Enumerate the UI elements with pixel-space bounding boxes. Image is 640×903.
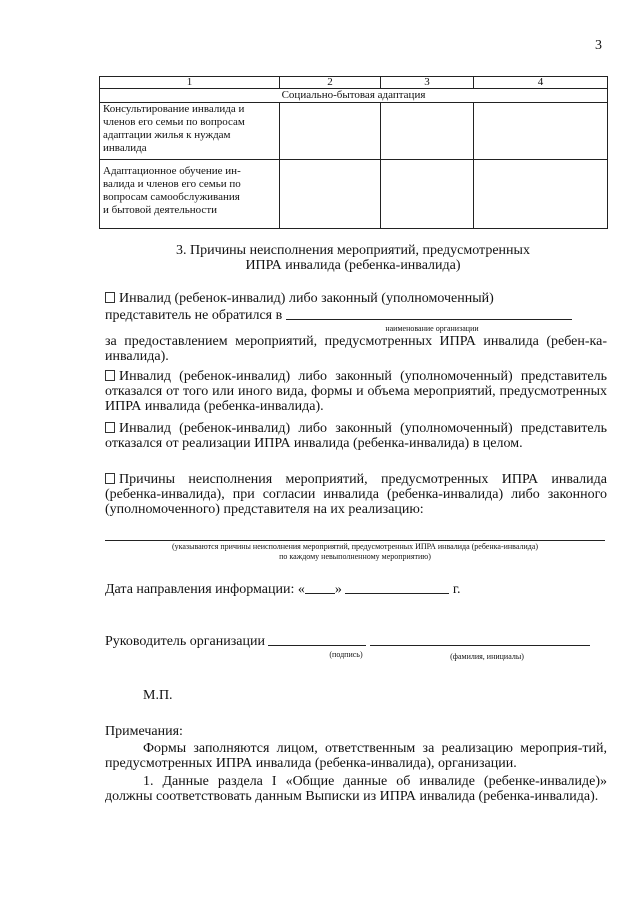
day-field[interactable] <box>305 581 335 594</box>
checkbox-icon[interactable] <box>105 370 115 381</box>
table-section-row <box>100 89 608 103</box>
table-cell-empty[interactable] <box>280 160 381 229</box>
head-row: Руководитель организации <box>105 633 615 649</box>
table-cell-empty[interactable] <box>381 103 474 160</box>
table-cell-empty[interactable] <box>474 160 608 229</box>
notes-title: Примечания: <box>105 724 183 739</box>
table-cell-empty[interactable] <box>474 103 608 160</box>
notes-paragraph-2: 1. Данные раздела I «Общие данные об инвалиде (ребенке-инвалиде)» должны соответствовать данным Выписки из ИПРА инвалида (ребенка-инвалида). <box>105 774 607 804</box>
organization-caption: наименование организации <box>385 324 479 333</box>
table-cell-empty[interactable] <box>280 103 381 160</box>
organization-name-field[interactable] <box>286 307 572 320</box>
table-header-row <box>100 77 608 89</box>
option-not-applied-cont: за предоставлением мероприятий, предусмотренных ИПРА инвалида (ребен-ка-инвалида). <box>105 334 607 364</box>
reasons-field[interactable] <box>105 540 605 541</box>
checkbox-icon[interactable] <box>105 422 115 433</box>
stamp-label: М.П. <box>143 688 173 703</box>
table-cell-empty[interactable] <box>381 160 474 229</box>
month-year-field[interactable] <box>345 581 449 594</box>
reasons-caption: (указываются причины неисполнения мероприятий, предусмотренных ИПРА инвалида (ребенка-инвалида) по каждому невыполненному мероприятию) <box>171 542 539 561</box>
option-other-reasons: Причины неисполнения мероприятий, предусмотренных ИПРА инвалида (ребенка-инвалида), при согласии инвалида (ребенка-инвалида) либо законного (уполномоченного) представителя на их реализацию: <box>105 472 607 517</box>
signature-caption: (подпись) <box>329 650 363 659</box>
table-header-cell: 1 <box>100 77 280 89</box>
option-refused-partial: Инвалид (ребенок-инвалид) либо законный (уполномоченный) представитель отказался от того или иного вида, формы и объема мероприятий, предусмотренных ИПРА инвалида (ребенка-инвалида). <box>105 369 607 414</box>
notes-paragraph-1: Формы заполняются лицом, ответственным за реализацию мероприя-тий, предусмотренных ИПРА инвалида (ребенка-инвалида), организации. <box>105 741 607 771</box>
date-row: Дата направления информации: « » г. <box>105 582 461 597</box>
activities-table <box>99 76 608 229</box>
table-row <box>100 103 608 160</box>
option-not-applied-line2: представитель не обратился в <box>105 307 607 323</box>
table-cell-activity: Адаптационное обучение ин- валида и членов его семьи по вопросам самообслуживания и бытовой деятельности <box>100 160 280 229</box>
table-row <box>100 160 608 229</box>
table-header-cell: 2 <box>280 77 381 89</box>
table-header-cell: 4 <box>474 77 608 89</box>
table-cell-activity: Консультирование инвалида и членов его семьи по вопросам адаптации жилья к нуждам инвалида <box>100 103 280 160</box>
option-refused-whole: Инвалид (ребенок-инвалид) либо законный (уполномоченный) представитель отказался от реализации ИПРА инвалида (ребенка-инвалида) в целом. <box>105 421 607 451</box>
table-header-cell: 3 <box>381 77 474 89</box>
full-name-field[interactable] <box>370 633 590 646</box>
signature-field[interactable] <box>268 633 366 646</box>
table-section-title: Социально-бытовая адаптация <box>100 89 608 103</box>
option-not-applied: Инвалид (ребенок-инвалид) либо законный (уполномоченный) <box>105 291 607 306</box>
page-number: 3 <box>595 38 602 53</box>
checkbox-icon[interactable] <box>105 473 115 484</box>
name-caption: (фамилия, инициалы) <box>450 652 524 661</box>
section-3-title: 3. Причины неисполнения мероприятий, предусмотренных ИПРА инвалида (ребенка-инвалида) <box>176 243 530 273</box>
checkbox-icon[interactable] <box>105 292 115 303</box>
